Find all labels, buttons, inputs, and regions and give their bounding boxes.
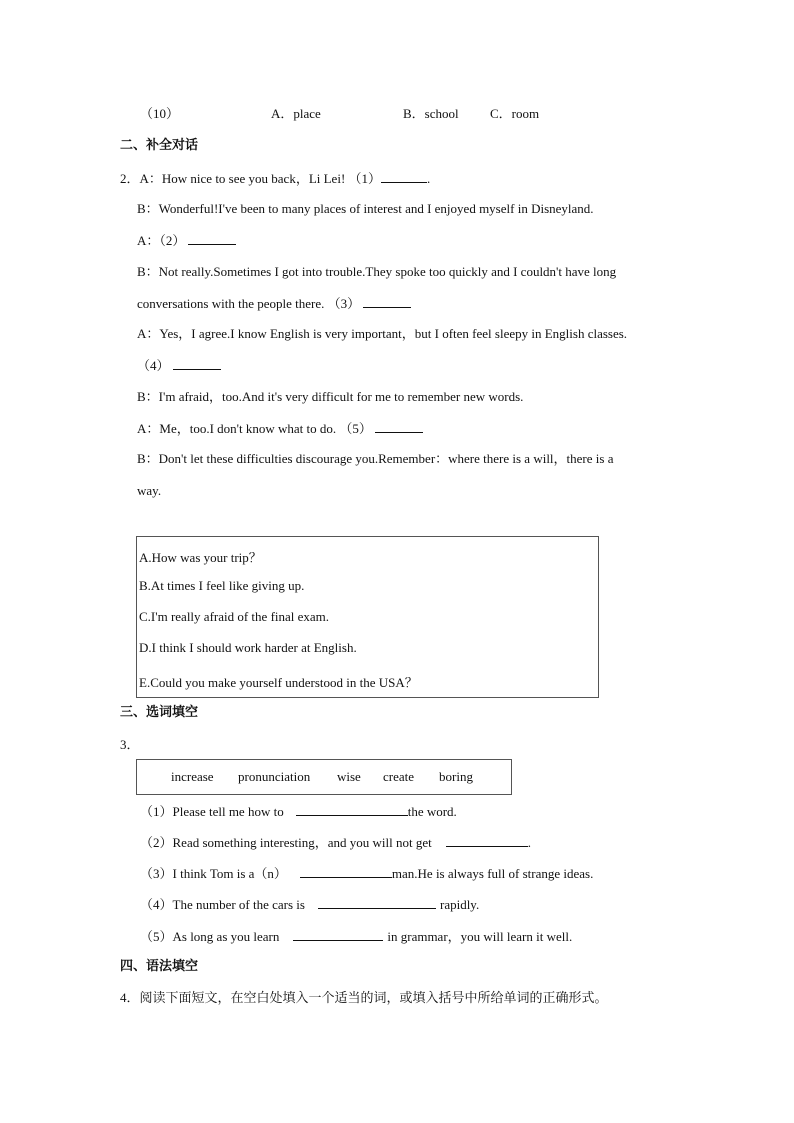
dialogue-line-8: B：I'm afraid，too.And it's very difficult for me to remember new words. — [137, 389, 524, 404]
fill-sentence-3-text: （3）I think Tom is a（n） — [140, 866, 287, 881]
answer-blank-5[interactable] — [375, 419, 423, 433]
section-4-instruction: 4．阅读下面短文，在空白处填入一个适当的词，或填入括号中所给单词的正确形式。 — [120, 990, 608, 1005]
fill-sentence-2-text: （2）Read something interesting，and you will not get — [140, 835, 432, 850]
dialogue-line-7 — [137, 356, 221, 375]
section-3-title: 三、选词填空 — [120, 705, 199, 720]
fill-sentence-5-end: in grammar，you will learn it well. — [387, 929, 573, 944]
section-2-title: 二、补全对话 — [120, 138, 199, 153]
dialogue-line-11: way. — [137, 483, 162, 498]
dialogue-option-e: E.Could you make yourself understood in the USA？ — [139, 675, 418, 690]
option-b: B．school — [403, 106, 459, 121]
word-pronunciation: pronunciation — [238, 769, 311, 784]
fill-sentence-4 — [140, 895, 479, 914]
dialogue-line-6: A：Yes，I agree.I know English is very important，but I often feel sleepy in English classes. — [137, 326, 628, 341]
fill-sentence-3 — [140, 864, 593, 883]
option-c: C．room — [490, 106, 540, 121]
dialogue-line-1-end: . — [427, 171, 431, 186]
answer-blank-1[interactable] — [381, 169, 427, 183]
fill-sentence-4-end: rapidly. — [439, 897, 480, 912]
word-increase: increase — [171, 769, 214, 784]
fill-blank-3[interactable] — [300, 864, 392, 878]
dialogue-line-9-text: A：Me，too.I don't know what to do. （5） — [137, 421, 372, 436]
dialogue-line-4: B：Not really.Sometimes I got into trouble.They spoke too quickly and I couldn't have long — [137, 264, 617, 279]
fill-sentence-2 — [140, 833, 531, 852]
fill-blank-2[interactable] — [446, 833, 528, 847]
dialogue-option-c: C.I'm really afraid of the final exam. — [139, 609, 330, 624]
fill-sentence-5-text: （5）As long as you learn — [140, 929, 280, 944]
fill-blank-5[interactable] — [293, 927, 383, 941]
fill-sentence-1-text: （1）Please tell me how to — [140, 804, 284, 819]
dialogue-line-2: B：Wonderful!I've been to many places of interest and I enjoyed myself in Disneyland. — [137, 201, 594, 216]
fill-sentence-5 — [140, 927, 572, 946]
dialogue-line-7-text: （4） — [137, 358, 170, 373]
word-wise: wise — [337, 769, 361, 784]
answer-blank-2[interactable] — [188, 231, 236, 245]
word-boring: boring — [439, 769, 473, 784]
dialogue-line-3 — [137, 231, 236, 250]
word-create: create — [383, 769, 415, 784]
question-3-number: 3． — [120, 737, 140, 752]
section-4-title: 四、语法填空 — [120, 959, 199, 974]
question-10-number: （10） — [140, 106, 180, 121]
fill-blank-1[interactable] — [296, 802, 408, 816]
fill-sentence-2-end: . — [527, 835, 531, 850]
dialogue-line-10: B：Don't let these difficulties discourage you.Remember：where there is a will，there is a — [137, 451, 614, 466]
answer-blank-3[interactable] — [363, 294, 411, 308]
dialogue-line-1-text: 2．A：How nice to see you back，Li Lei! （1） — [120, 171, 382, 186]
dialogue-line-5 — [137, 294, 411, 313]
option-a: A．place — [271, 106, 321, 121]
dialogue-option-b: B.At times I feel like giving up. — [139, 578, 305, 593]
dialogue-line-1 — [120, 169, 430, 188]
fill-sentence-3-end: man.He is always full of strange ideas. — [391, 866, 594, 881]
word-bank-box — [136, 759, 512, 795]
fill-sentence-4-text: （4）The number of the cars is — [140, 897, 305, 912]
dialogue-line-5-text: conversations with the people there. （3） — [137, 296, 361, 311]
fill-sentence-1-end: the word. — [407, 804, 457, 819]
fill-sentence-1 — [140, 802, 457, 821]
dialogue-options-box — [136, 536, 599, 698]
dialogue-line-9 — [137, 419, 423, 438]
dialogue-option-d: D.I think I should work harder at English. — [139, 640, 357, 655]
dialogue-line-3-text: A：（2） — [137, 233, 186, 248]
dialogue-option-a: A.How was your trip？ — [139, 550, 262, 565]
answer-blank-4[interactable] — [173, 356, 221, 370]
fill-blank-4[interactable] — [318, 895, 436, 909]
